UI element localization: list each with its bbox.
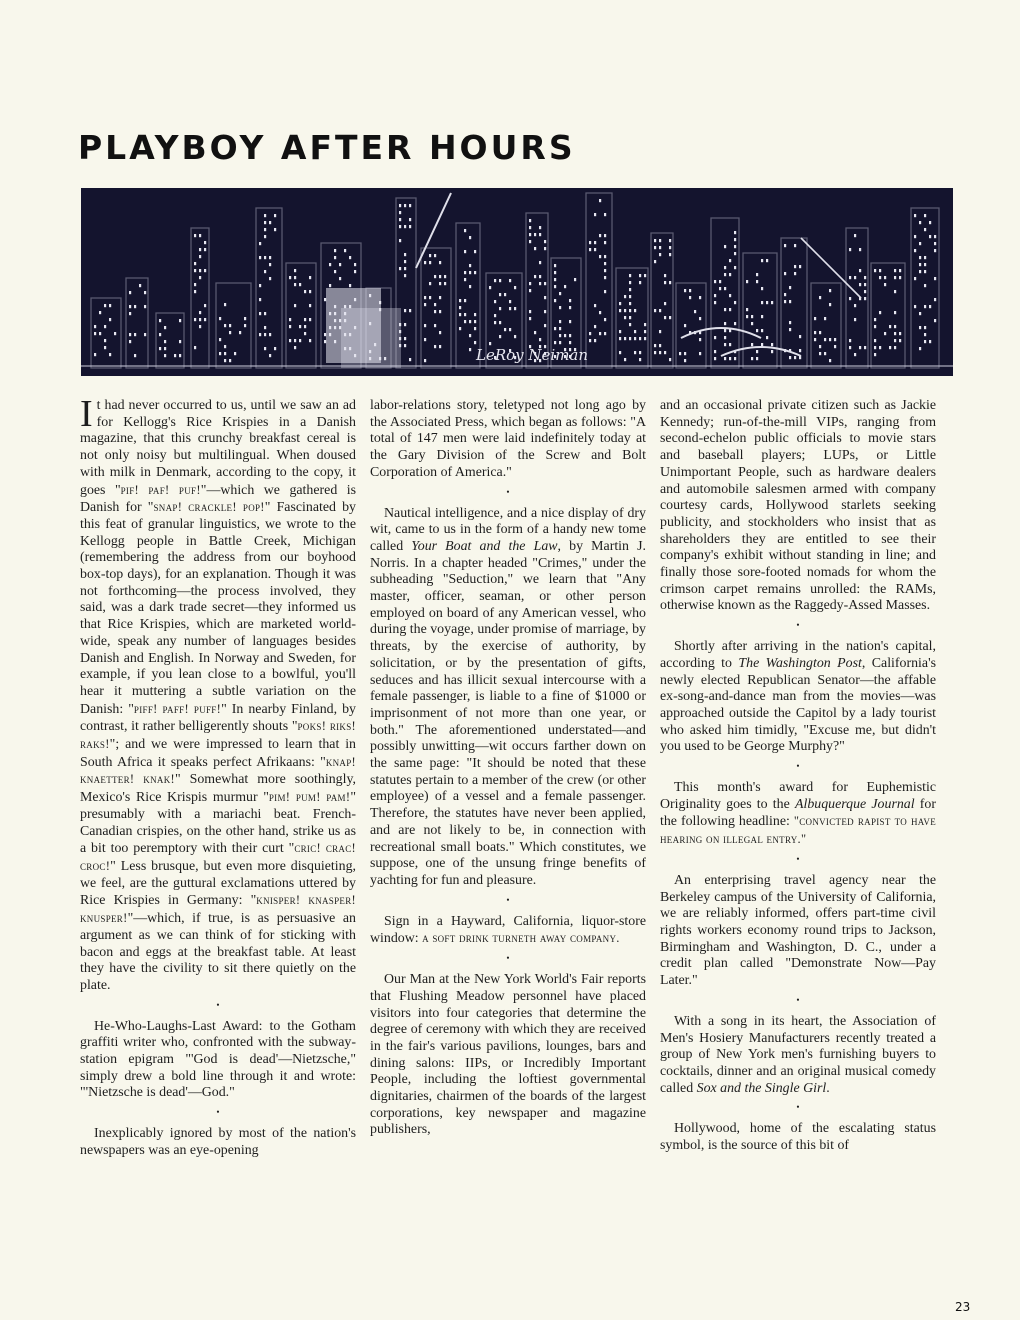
- bullet-separator: •: [796, 620, 800, 631]
- column-2: [370, 398, 646, 1139]
- newspaper-title: The Washington Post: [738, 655, 862, 671]
- paragraph-rice-krispies: It had never occurred to us, until we saw an ad for Kellogg's Rice Krispies in a Danish magazine, that this crunchy breakfast cereal is not only noisy but multilingual. When doused with milk in Denmark, according to the copy, it goes "pif! paf! puf!"—which we gathered is Danish for "snap! crackle! pop!" Fascinated by this feat of granular linguistics, we wrote to the Kellogg people in Battle Creek, Michigan (remembering the address from our boyhood box-top days), for an explanation. Though it was not forthcoming—the process involved, they said, was a dark trade secret—they informed us that Rice Krispies, which are marketed world-wide, speak any number of languages besides Danish and English. In Norway and Sweden, for example, if you lean close to a bowlful, you'll hear it muttering a subtle variation on the Danish: "piff! paff! puff!" In nearby Finland, by contrast, it rather belligerently shouts "poks! riks! raks!"; and we were impressed to learn that in South Africa it speaks perfect Afrikaans: "knap! knaetter! knak!" Somewhat more soothingly, Mexico's Rice Krispis murmur "pim! pum! pam!" presumably with a mariachi beat. French-Canadian crispies, on the other hand, strike us as a bit too peremptory with their curt "cric! crac! croc!" Less brusque, but even more disquieting, we feel, are the guttural exclamations uttered by Rice Krispies in Germany: "knisper! knasper! knusper!"—which, if true, is as persuasive an argument as we can think of for sticking with bacon and eggs at the breakfast table. At least they have the civility to sit there quietly on the plate.: [80, 393, 357, 993]
- paragraph-senator: Shortly after arriving in the nation's capital, according to The Washington Post, California's newly elected Republican Senator—the affable ex-song-and-dance man from the movies—was approached outside the Capitol by a lady tourist who asked him timidly, "Excuse me, but didn't you used to be George Murphy?": [660, 639, 936, 755]
- city-skyline-illustration: [81, 188, 953, 376]
- paragraph-worlds-fair: Our Man at the New York World's Fair reports that Flushing Meadow personnel have placed visitors into four categories that determine the degree of ceremony with which they are received in the fair's various pavilions, lounges, bars and dining salons: IIPs, or Incredibly Important People, including the loftiest governmental dignitaries, chairmen of the boards of the largest corporations, key newspaper and magazine publishers,: [370, 972, 646, 1138]
- column-1: [80, 393, 357, 1160]
- newspaper-title: Albuquerque Journal: [794, 796, 915, 812]
- page-title: PLAYBOY AFTER HOURS: [78, 128, 576, 167]
- column-3: [660, 398, 936, 1155]
- artist-signature: LeRoy Neiman: [476, 346, 589, 364]
- page-number: 23: [955, 1300, 971, 1314]
- paragraph-travel-agency: An enterprising travel agency near the Berkeley campus of the University of California, we are reliably informed, offers part-time civil rights workers economy round trips to Jackson, Birmingham and Washington, D. C., under a credit plan called "Demonstrate Now—Pay Later.": [660, 872, 936, 989]
- bullet-separator: •: [506, 953, 510, 964]
- bullet-separator: •: [506, 486, 510, 497]
- show-title: Sox and the Single Girl: [696, 1080, 827, 1096]
- bullet-separator: •: [216, 999, 220, 1010]
- bullet-separator: •: [506, 894, 510, 905]
- bullet-separator: •: [216, 1107, 220, 1118]
- bullet-separator: •: [796, 994, 800, 1005]
- paragraph-nautical: Nautical intelligence, and a nice display of dry wit, came to us in the form of a handy new tome called Your Boat and the Law, by Martin J. Norris. In a chapter headed "Crimes," under the subheading "Seduction," we learn that "Any master, officer, seaman, or other person employed on board of any American vessel, who during the voyage, under promise of marriage, by threats, by the exercise of authority, by solicitation, or by the presentation of gifts, seduces and has illicit sexual intercourse with a female passenger, is liable to a fine of $1000 or imprisonment of not more than one year, or both." The aforementioned understated—and possibly unwitting—wit occurs farther down on the same page: "It should be noted that these statutes pertain to a member of the crew (or other employee) of a vessel and a female passenger. Therefore, the statutes have never been applied, and are not likely to be, in connection with recreational small boats." Which constitutes, we suppose, one of the unsung fringe benefits of yachting for fun and pleasure.: [370, 505, 646, 888]
- paragraph-labor-story: Inexplicably ignored by most of the nation's newspapers was an eye-opening: [80, 1126, 356, 1158]
- paragraph-hosiery: With a song in its heart, the Association of Men's Hosiery Manufacturers recently treated a group of New York men's furnishing buyers to cocktails, dinner and an original musical comedy called Sox and the Single Girl.: [660, 1013, 936, 1096]
- drop-cap: I: [80, 393, 93, 435]
- bullet-separator: •: [796, 761, 800, 772]
- paragraph-labor-story-cont: labor-relations story, teletyped not long ago by the Associated Press, which began as follows: "A total of 147 men were laid indefinitely today at the Gary Division of the Screw and Bolt Corporation of America.": [370, 398, 646, 480]
- book-title: Your Boat and the Law: [411, 538, 558, 554]
- paragraph-euphemism: This month's award for Euphemistic Originality goes to the Albuquerque Journal for the following headline: "convicted rapist to have hearing on illegal entry.": [660, 780, 936, 847]
- bullet-separator: •: [796, 1102, 800, 1113]
- paragraph-hollywood: Hollywood, home of the escalating status symbol, is the source of this bit of: [660, 1121, 936, 1154]
- bullet-separator: •: [796, 853, 800, 864]
- paragraph-worlds-fair-cont: and an occasional private citizen such as Jackie Kennedy; run-of-the-mill VIPs, ranging from second-echelon public officials to movie stars and baseball players; LUPs, or Little Unimportant People, such as hardware dealers and automobile salesmen armed with company courtesy cards, Hollywood starlets seeking publicity, and stockholders who insist that as shareholders they are entitled to see their company's exhibit without standing in line; and finally those sore-footed nomads for whom the crimson carpet remains unrolled: the RAMs, otherwise known as the Raggedy-Assed Masses.: [660, 398, 936, 614]
- paragraph-nietzsche: He-Who-Laughs-Last Award: to the Gotham graffiti writer who, confronted with the subway-station epigram "'God is dead'—Nietzsche," simply drew a bold line through it and wrote: "'Nietzsche is dead'—God.": [80, 1018, 356, 1101]
- paragraph-liquor-sign: Sign in a Hayward, California, liquor-store window: a soft drink turneth away company.: [370, 913, 646, 947]
